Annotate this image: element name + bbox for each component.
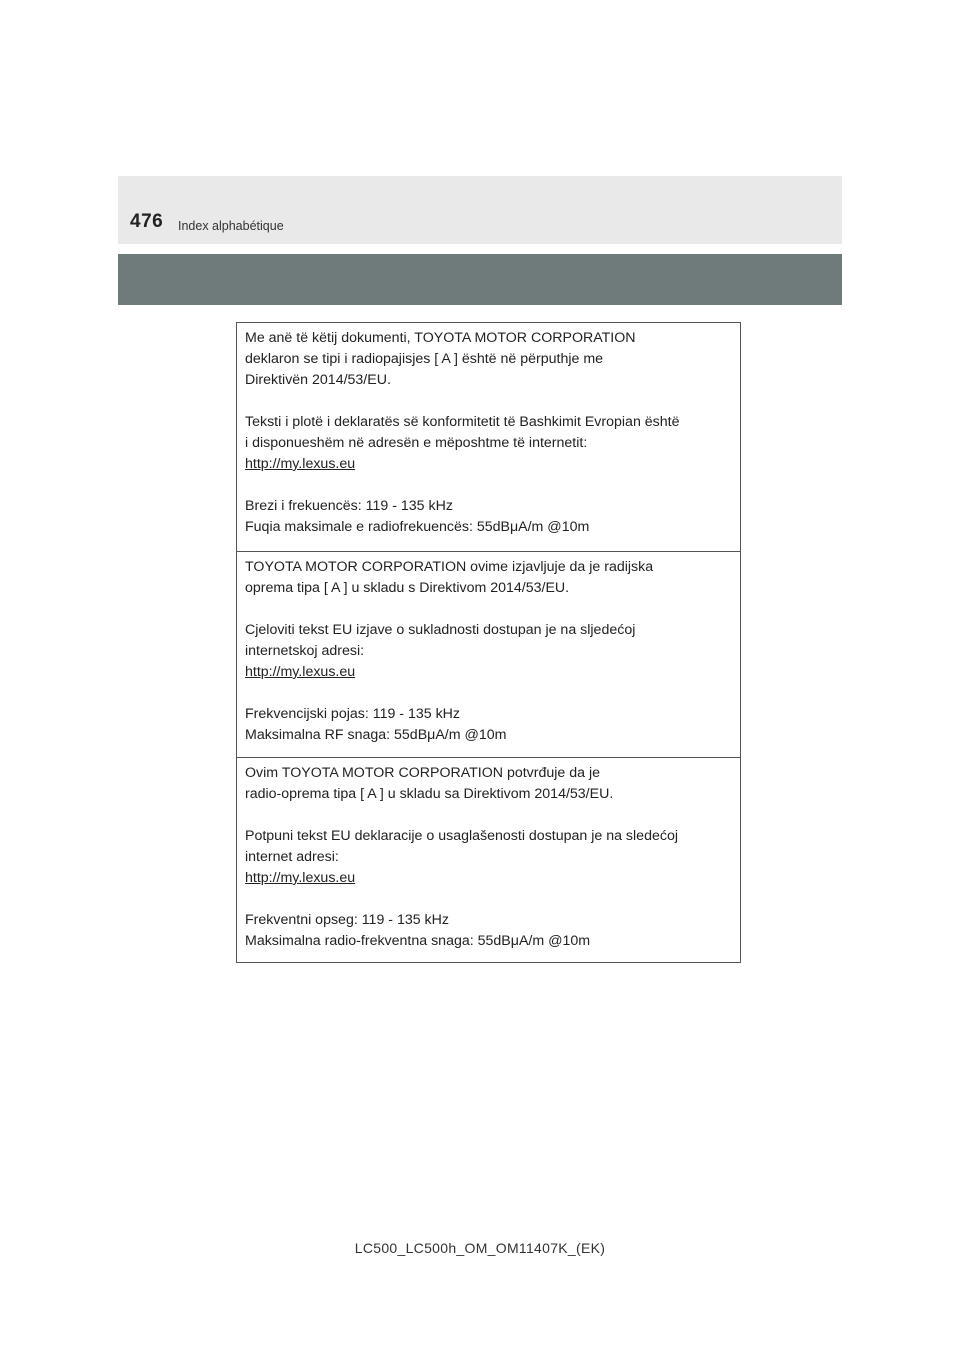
- document-code: LC500_LC500h_OM_OM11407K_(EK): [354, 1240, 606, 1256]
- declaration-serbian: [237, 757, 740, 962]
- full-text-line: internetskoj adresi:: [245, 643, 365, 659]
- full-text-line: internet adresi:: [245, 849, 339, 865]
- declaration-link[interactable]: http://my.lexus.eu: [245, 664, 356, 680]
- declarations-box: [236, 322, 741, 963]
- declaration-albanian: [237, 323, 740, 551]
- page-number: 476: [130, 211, 164, 232]
- section-title: Index alphabétique: [178, 219, 284, 233]
- declaration-link[interactable]: http://my.lexus.eu: [245, 456, 356, 472]
- declaration-line: oprema tipa [ A ] u skladu s Direktivom 2014/53/EU.: [245, 580, 570, 596]
- full-text-line: Teksti i plotë i deklaratës së konformitetit të Bashkimit Evropian është: [245, 414, 680, 430]
- frequency-band: Brezi i frekuencës: 119 - 135 kHz: [245, 498, 453, 514]
- full-text-line: i disponueshëm në adresën e mëposhtme të internetit:: [245, 435, 588, 451]
- declaration-croatian: [237, 551, 740, 757]
- max-power: Fuqia maksimale e radiofrekuencës: 55dBμA/m @10m: [245, 519, 590, 535]
- declaration-line: Me anë të këtij dokumenti, TOYOTA MOTOR CORPORATION: [245, 330, 636, 346]
- full-text-line: Cjeloviti tekst EU izjave o sukladnosti dostupan je na sljedećoj: [245, 622, 636, 638]
- declaration-line: TOYOTA MOTOR CORPORATION ovime izjavljuje da je radijska: [245, 559, 654, 575]
- max-power: Maksimalna RF snaga: 55dBμA/m @10m: [245, 727, 507, 743]
- declaration-line: Direktivën 2014/53/EU.: [245, 372, 391, 388]
- frequency-band: Frekvencijski pojas: 119 - 135 kHz: [245, 706, 461, 722]
- declaration-line: Ovim TOYOTA MOTOR CORPORATION potvrđuje da je: [245, 765, 601, 781]
- header-band: [118, 176, 842, 244]
- frequency-band: Frekventni opseg: 119 - 135 kHz: [245, 912, 449, 928]
- declaration-line: deklaron se tipi i radiopajisjes [ A ] është në përputhje me: [245, 351, 604, 367]
- declaration-line: radio-oprema tipa [ A ] u skladu sa Direktivom 2014/53/EU.: [245, 786, 614, 802]
- declaration-link[interactable]: http://my.lexus.eu: [245, 870, 356, 886]
- max-power: Maksimalna radio-frekventna snaga: 55dBμA/m @10m: [245, 933, 591, 949]
- full-text-line: Potpuni tekst EU deklaracije o usaglašenosti dostupan je na sledećoj: [245, 828, 678, 844]
- section-banner: [118, 254, 842, 305]
